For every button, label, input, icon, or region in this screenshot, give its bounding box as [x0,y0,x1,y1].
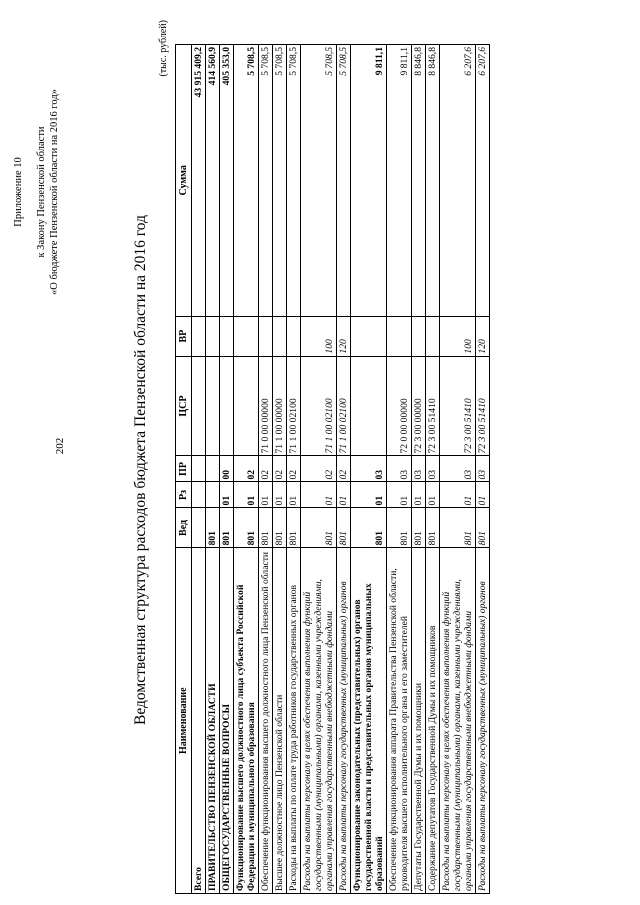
cell-rz: 01 [440,482,476,508]
cell-csr: 71 1 00 02100 [301,356,337,456]
cell-csr [234,356,259,456]
budget-table [175,44,490,894]
cell-ved: 801 [301,508,337,548]
cell-pr: 02 [287,456,301,482]
col-header-ved: Вед [176,508,192,548]
cell-ved: 801 [273,508,287,548]
cell-rz [206,482,220,508]
units-label: (тыс. рублей) [158,20,169,77]
cell-vr [206,316,220,356]
cell-ved: 801 [387,508,412,548]
cell-sum: 5 708,5 [259,45,273,317]
cell-pr: 03 [440,456,476,482]
cell-name: ОБЩЕГОСУДАРСТВЕННЫЕ ВОПРОСЫ [220,548,234,894]
empty-cell [192,508,206,548]
cell-name: Расходы на выплаты персоналу в целях обеспечения выполнения функций государственными (муниципальными) органами, казенными учреждениями, органами управления государственными внебюджетными фондами [301,548,337,894]
cell-name: Функционирование высшего должностного лица субъекта Российской Федерации и муниципального образования [234,548,259,894]
empty-cell [192,456,206,482]
table-row [440,45,476,894]
cell-rz: 01 [287,482,301,508]
table-row [220,45,234,894]
appendix-law-line: к Закону Пензенской области [36,126,47,258]
cell-ved: 801 [351,508,387,548]
cell-vr: 120 [476,316,490,356]
cell-name: Функционирование законодательных (представительных) органов государственной власти и представительных органов муниципальных образований [351,548,387,894]
cell-name: Обеспечение функционирования высшего должностного лица Пензенской области [259,548,273,894]
appendix-header [12,12,61,372]
cell-ved: 801 [412,508,426,548]
cell-sum: 5 708,5 [337,45,351,317]
cell-name: Содержание депутатов Государственной Думы и их помощников [426,548,440,894]
cell-rz: 01 [301,482,337,508]
empty-cell [192,316,206,356]
table-row [273,45,287,894]
total-row [192,45,206,894]
table-header-row [176,45,192,894]
cell-name: Расходы на выплаты персоналу государственных (муниципальных) органов [476,548,490,894]
empty-cell [192,356,206,456]
cell-csr: 71 0 00 00000 [259,356,273,456]
cell-sum: 9 811,1 [351,45,387,317]
page-number: 202 [54,437,66,455]
total-sum: 43 915 409,2 [192,45,206,317]
cell-name: Расходы на выплаты персоналу в целях обеспечения выполнения функций государственными (муниципальными) органами, казенными учреждениями, органами управления государственными внебюджетными фондами [440,548,476,894]
col-header-name: Наименование [176,548,192,894]
table-row [351,45,387,894]
cell-ved: 801 [426,508,440,548]
cell-csr: 71 1 00 02100 [337,356,351,456]
cell-sum: 5 708,5 [301,45,337,317]
cell-pr: 02 [273,456,287,482]
cell-pr: 03 [476,456,490,482]
cell-pr: 03 [387,456,412,482]
cell-csr [206,356,220,456]
cell-pr: 02 [337,456,351,482]
cell-csr: 72 3 00 51410 [440,356,476,456]
cell-ved: 801 [476,508,490,548]
table-row [259,45,273,894]
cell-vr: 100 [440,316,476,356]
cell-pr: 03 [412,456,426,482]
cell-vr [412,316,426,356]
cell-sum: 5 708,5 [287,45,301,317]
table-row [476,45,490,894]
cell-csr: 71 1 00 00000 [273,356,287,456]
table-row [426,45,440,894]
cell-csr: 72 3 00 00000 [412,356,426,456]
appendix-law-name: «О бюджете Пензенской области на 2016 год» [49,89,60,295]
table-body [192,45,490,894]
cell-sum: 9 811,1 [387,45,412,317]
cell-name: Расходы на выплаты персоналу государственных (муниципальных) органов [337,548,351,894]
cell-csr [351,356,387,456]
cell-pr: 02 [301,456,337,482]
cell-pr: 03 [351,456,387,482]
table-row [234,45,259,894]
cell-pr: 03 [426,456,440,482]
cell-sum: 6 207,6 [440,45,476,317]
cell-rz: 01 [351,482,387,508]
cell-vr [273,316,287,356]
cell-name: Обеспечение функционирования аппарата Правительства Пензенской области, руководителя высшего исполнительного органа и его заместителей [387,548,412,894]
table-row [301,45,337,894]
cell-vr [287,316,301,356]
cell-ved: 801 [337,508,351,548]
col-header-vr: ВР [176,316,192,356]
cell-csr: 72 3 00 51410 [426,356,440,456]
table-row [412,45,426,894]
cell-vr: 100 [301,316,337,356]
cell-rz: 01 [220,482,234,508]
cell-ved: 801 [206,508,220,548]
appendix-title: Приложение 10 [13,157,24,227]
col-header-sum: Сумма [176,45,192,317]
cell-rz: 01 [337,482,351,508]
cell-sum: 405 353,0 [220,45,234,317]
cell-rz: 01 [234,482,259,508]
empty-cell [192,482,206,508]
cell-vr [426,316,440,356]
cell-pr: 02 [259,456,273,482]
col-header-csr: ЦСР [176,356,192,456]
cell-pr: 02 [234,456,259,482]
table-row [287,45,301,894]
cell-sum: 5 708,5 [234,45,259,317]
cell-sum: 8 846,8 [412,45,426,317]
cell-vr [220,316,234,356]
cell-rz: 01 [476,482,490,508]
cell-rz: 01 [426,482,440,508]
cell-rz: 01 [273,482,287,508]
cell-sum: 8 846,8 [426,45,440,317]
cell-vr [387,316,412,356]
cell-name: Расходы на выплаты по оплате труда работников государственных органов [287,548,301,894]
cell-csr [220,356,234,456]
cell-sum: 6 207,6 [476,45,490,317]
cell-vr [351,316,387,356]
cell-vr [234,316,259,356]
col-header-rz: Рз [176,482,192,508]
cell-sum: 414 560,9 [206,45,220,317]
cell-rz: 01 [412,482,426,508]
cell-rz: 01 [259,482,273,508]
cell-sum: 5 708,5 [273,45,287,317]
cell-csr: 71 1 00 02100 [287,356,301,456]
cell-ved: 801 [220,508,234,548]
cell-name: Депутаты Государственной Думы и их помощники [412,548,426,894]
col-header-pr: ПР [176,456,192,482]
cell-vr [259,316,273,356]
cell-ved: 801 [234,508,259,548]
cell-ved: 801 [259,508,273,548]
cell-rz: 01 [387,482,412,508]
table-row [337,45,351,894]
cell-vr: 120 [337,316,351,356]
cell-pr: 00 [220,456,234,482]
cell-ved: 801 [440,508,476,548]
cell-pr [206,456,220,482]
cell-name: Высшее должностное лицо Пензенской области [273,548,287,894]
cell-csr: 72 3 00 51410 [476,356,490,456]
total-label: Всего [192,548,206,894]
cell-name: ПРАВИТЕЛЬСТВО ПЕНЗЕНСКОЙ ОБЛАСТИ [206,548,220,894]
cell-csr: 72 0 00 00000 [387,356,412,456]
document-title: Ведомственная структура расходов бюджета Пензенской области на 2016 год [132,215,149,725]
table-row [206,45,220,894]
cell-ved: 801 [287,508,301,548]
table-row [387,45,412,894]
